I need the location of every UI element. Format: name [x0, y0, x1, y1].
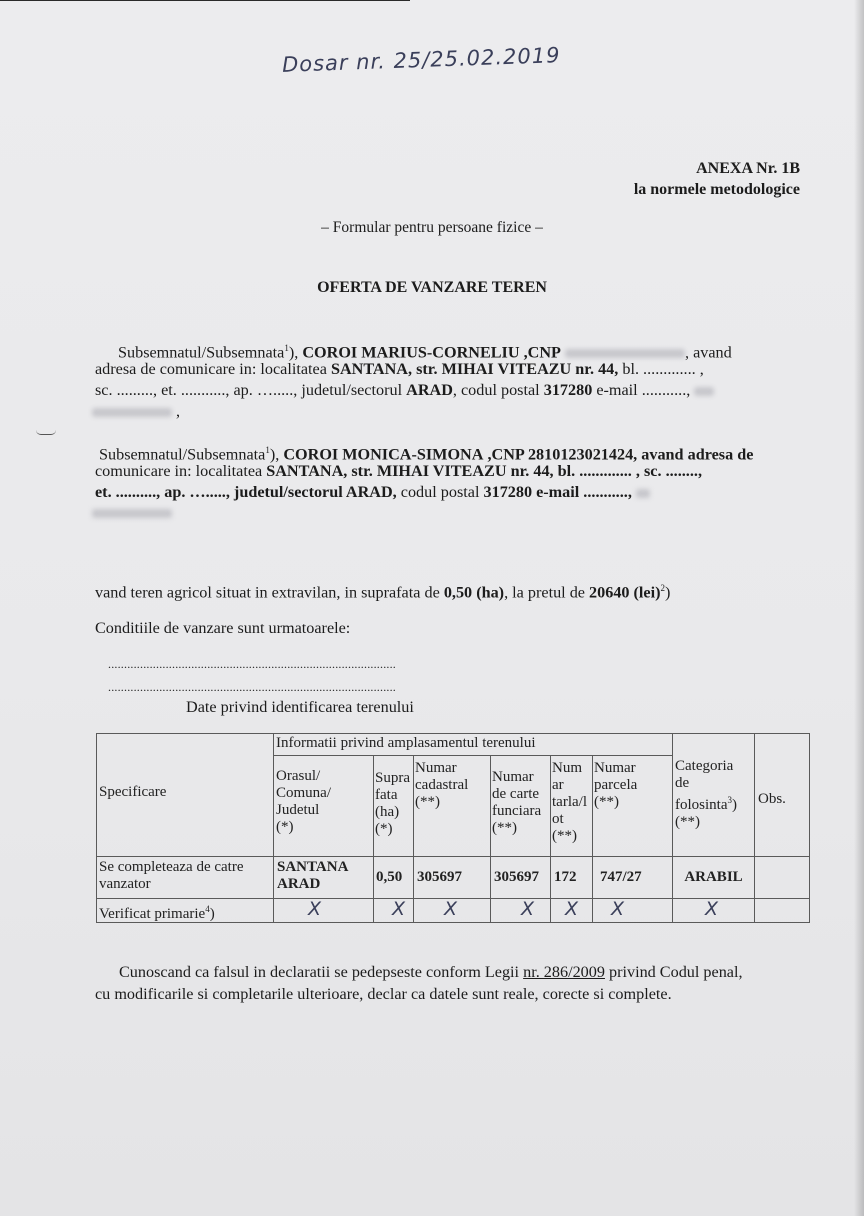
col-oras: Orasul/ Comuna/ Judetul (*) — [273, 755, 374, 857]
check-mark: X — [444, 898, 458, 920]
margin-mark — [36, 430, 56, 435]
seller2-line4 — [92, 502, 172, 523]
col-obs: Obs. — [754, 733, 810, 857]
seller1-line2: adresa de comunicare in: localitatea SANTANA, str. MIHAI VITEAZU nr. 44, bl. ............. , — [95, 360, 704, 378]
check-mark: X — [705, 898, 719, 920]
row2-categoria — [672, 898, 755, 923]
check-mark: X — [611, 898, 625, 920]
handwritten-dosar-number: Dosar nr. 25/25.02.2019 — [281, 43, 561, 77]
scan-edge-line — [0, 0, 410, 1]
sale-price: 20640 (lei) — [589, 583, 661, 602]
check-mark: X — [308, 898, 322, 920]
row1-cadastral: 305697 — [413, 856, 491, 899]
seller2-line3: et. .........., ap. …....., judetul/sectorul ARAD, codul postal 317280 e-mail ..........., — [95, 482, 650, 503]
redacted-email — [694, 387, 714, 396]
group-header: Informatii privind amplasamentul terenului — [273, 733, 673, 756]
row2-suprafata — [373, 898, 414, 923]
land-identification-table — [96, 733, 810, 923]
col-tarla-lot: Num ar tarla/l ot (**) — [550, 755, 593, 857]
col-categoria: Categoria de folosinta$^3$) (**) — [672, 733, 755, 857]
seller2-line1: Subsemnatul/Subsemnata$^1$), COROI MONICA-SIMONA ,CNP 2810123021424, avand adresa de — [99, 445, 754, 464]
row2-carte — [490, 898, 551, 923]
row2-parcela — [592, 898, 673, 923]
form-type-label: – Formular pentru persoane fizice – — [321, 219, 543, 236]
row1-suprafata: 0,50 — [373, 856, 414, 899]
page-edge-shadow — [854, 0, 864, 1216]
redacted-email-cont — [92, 509, 172, 518]
row2-label: Verificat primarie$^4$) — [96, 898, 274, 923]
row1-categoria: ARABIL — [672, 856, 755, 899]
row1-obs — [754, 856, 810, 899]
seller1-name: COROI MARIUS-CORNELIU — [302, 343, 520, 362]
col-carte-funciara: Numar de carte funciara (**) — [490, 755, 551, 857]
seller1-line3: sc. ........., et. ..........., ap. …....., judetul/sectorul ARAD, codul postal 317280 e-mail ..........., — [95, 380, 714, 401]
table-caption: Date privind identificarea terenului — [186, 698, 414, 716]
conditions-label: Conditiile de vanzare sunt urmatoarele: — [95, 619, 351, 637]
row2-obs — [754, 898, 810, 923]
seller1-line1: Subsemnatul/Subsemnata$^1$), COROI MARIUS-CORNELIU ,CNP , avand — [118, 343, 732, 362]
document-title: OFERTA DE VANZARE TEREN — [317, 279, 547, 296]
sale-area: 0,50 (ha) — [443, 583, 505, 602]
row1-carte: 305697 — [490, 856, 551, 899]
row2-cadastral — [413, 898, 491, 923]
col-suprafata: Supra fata (ha) (*) — [373, 755, 414, 857]
row2-tarla — [550, 898, 593, 923]
redacted-email-cont — [92, 408, 172, 417]
row1-tarla: 172 — [550, 856, 593, 899]
redacted-email — [636, 489, 650, 498]
seller1-line4: , — [92, 401, 180, 422]
sale-statement: vand teren agricol situat in extravilan, in suprafata de 0,50 (ha), la pretul de 20640 (lei)$^2$) — [95, 583, 671, 602]
check-mark: X — [392, 898, 406, 920]
row1-parcela: 747/27 — [592, 856, 673, 899]
declaration-line2: cu modificarile si completarile ulterioare, declar ca datele sunt reale, corecte si complete. — [95, 985, 672, 1003]
redacted-cnp — [565, 349, 685, 358]
conditions-dotted-line-2: .......................................................................................... — [108, 680, 396, 694]
law-reference: nr. 286/2009 — [523, 963, 605, 981]
col-specificare: Specificare — [96, 733, 274, 857]
col-cadastral: Numar cadastral (**) — [413, 755, 491, 857]
col-parcela: Numar parcela (**) — [592, 755, 673, 857]
declaration-line1: Cunoscand ca falsul in declaratii se pedepseste conform Legii nr. 286/2009 privind Codul penal, — [119, 963, 743, 981]
conditions-dotted-line-1: .......................................................................................... — [108, 657, 396, 671]
row1-oras: SANTANA ARAD — [273, 856, 374, 899]
row2-oras — [273, 898, 374, 923]
check-mark: X — [521, 898, 535, 920]
annex-subtitle: la normele metodologice — [633, 181, 800, 198]
annex-number: ANEXA Nr. 1B — [696, 160, 800, 177]
seller2-name: COROI MONICA-SIMONA — [283, 445, 484, 464]
check-mark: X — [565, 898, 579, 920]
row1-label: Se completeaza de catre vanzator — [96, 856, 274, 899]
seller2-line2: comunicare in: localitatea SANTANA, str. MIHAI VITEAZU nr. 44, bl. ............. , sc. ........, — [95, 462, 702, 480]
